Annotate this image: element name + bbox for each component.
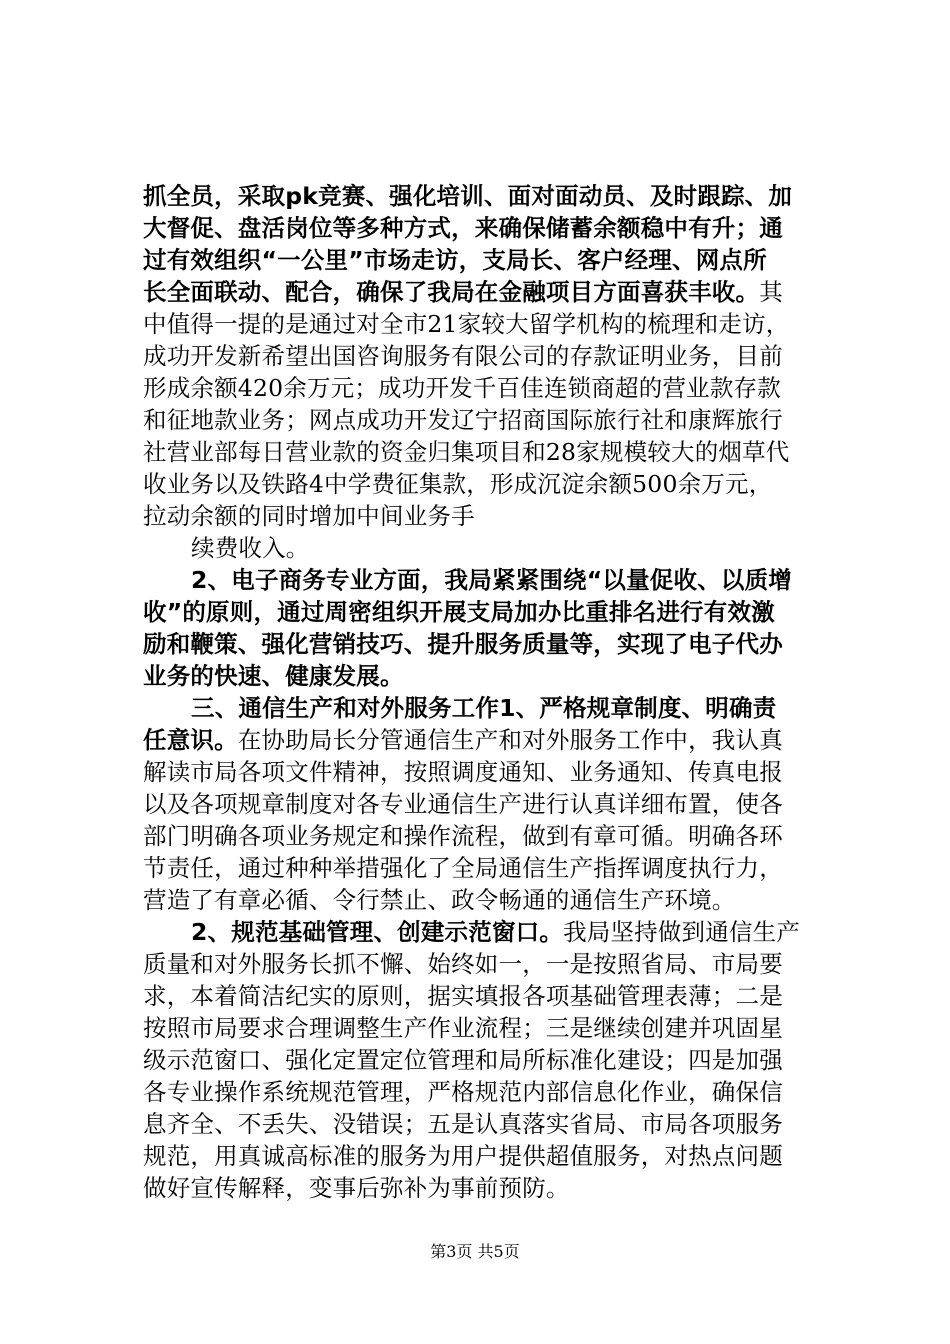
text-line: 收业务以及铁路4中学费征集款，形成沉淀余额500余万元，: [143, 470, 773, 498]
page-footer: 第3页 共5页: [430, 1242, 520, 1261]
text-line: 2、规范基础管理、创建示范窗口。我局坚持做到通信生产: [191, 918, 801, 946]
text-line: 中值得一提的是通过对全市21家较大留学机构的梳理和走访，: [143, 310, 790, 338]
text-line: 按照市局要求合理调整生产作业流程；三是继续创建并巩固星: [143, 1014, 783, 1042]
text-line: 以及各项规章制度对各专业通信生产进行认真详细布置，使各: [143, 790, 783, 818]
text-line: 过有效组织“一公里”市场走访，支局长、客户经理、网点所: [143, 246, 767, 274]
text-line: 任意识。在协助局长分管通信生产和对外服务工作中，我认真: [143, 726, 783, 754]
text-line: 级示范窗口、强化定置定位管理和局所标准化建设；四是加强: [143, 1046, 783, 1074]
text-line: 各专业操作系统规范管理，严格规范内部信息化作业，确保信: [143, 1078, 783, 1106]
text-line: 营造了有章必循、令行禁止、政令畅通的通信生产环境。: [143, 886, 736, 914]
text-line: 成功开发新希望出国咨询服务有限公司的存款证明业务，目前: [143, 342, 783, 370]
text-line: 社营业部每日营业款的资金归集项目和28家规模较大的烟草代: [143, 438, 790, 466]
text-line: 抓全员，采取pk竞赛、强化培训、面对面动员、及时跟踪、加: [143, 182, 793, 210]
text-line: 续费收入。: [191, 534, 310, 562]
text-line: 2、电子商务专业方面，我局紧紧围绕“以量促收、以质增: [191, 566, 792, 594]
text-line: 息齐全、不丢失、没错误；五是认真落实省局、市局各项服务: [143, 1110, 783, 1138]
text-line: 收”的原则，通过周密组织开展支局加办比重排名进行有效激: [143, 598, 775, 626]
text-line: 励和鞭策、强化营销技巧、提升服务质量等，实现了电子代办: [143, 630, 783, 658]
text-line: 长全面联动、配合，确保了我局在金融项目方面喜获丰收。其: [143, 278, 783, 306]
text-line: 形成余额420余万元；成功开发千百佳连锁商超的营业款存款: [143, 374, 781, 402]
text-line: 拉动余额的同时增加中间业务手: [143, 502, 475, 530]
text-line: 质量和对外服务长抓不懈、始终如一，一是按照省局、市局要: [143, 950, 783, 978]
text-line: 做好宣传解释，变事后弥补为事前预防。: [143, 1174, 570, 1202]
text-line: 节责任，通过种种举措强化了全局通信生产指挥调度执行力，: [143, 854, 783, 882]
text-line: 规范，用真诚高标准的服务为用户提供超值服务，对热点问题: [143, 1142, 783, 1170]
text-line: 和征地款业务；网点成功开发辽宁招商国际旅行社和康辉旅行: [143, 406, 783, 434]
text-line: 大督促、盘活岗位等多种方式，来确保储蓄余额稳中有升；通: [143, 214, 783, 242]
text-line: 业务的快速、健康发展。: [143, 662, 404, 690]
body-text: [143, 180, 823, 1204]
text-line: 部门明确各项业务规定和操作流程，做到有章可循。明确各环: [143, 822, 783, 850]
text-line: 解读市局各项文件精神，按照调度通知、业务通知、传真电报: [143, 758, 783, 786]
text-line: 求，本着简洁纪实的原则，据实填报各项基础管理表薄；二是: [143, 982, 783, 1010]
text-line: 三、通信生产和对外服务工作1、严格规章制度、明确责: [191, 694, 777, 722]
